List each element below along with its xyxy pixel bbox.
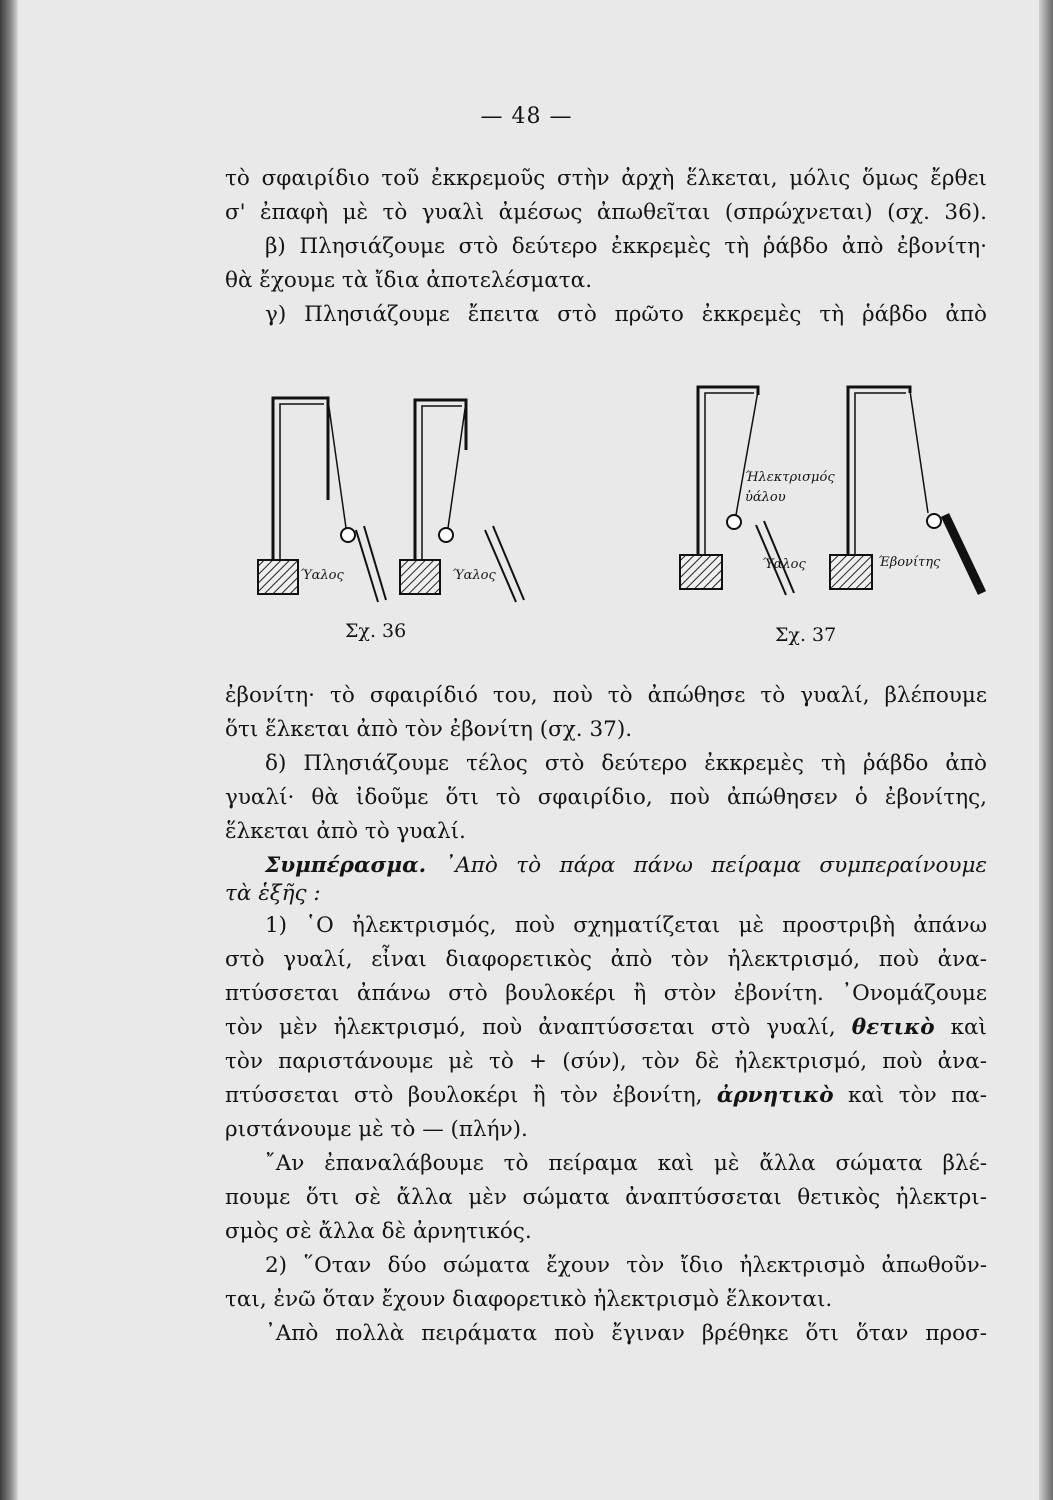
fig36-label-glass-1: Ύαλος — [300, 568, 344, 583]
text-line: δ) Πλησιάζουμε τέλος στὸ δεύτερο ἐκκρεμὲς τὴ ῥάβδο ἀπὸ — [265, 751, 987, 776]
term-positive: θετικὸ — [851, 1015, 935, 1040]
figure-36-caption: Σχ. 36 — [345, 620, 407, 642]
text-line: β) Πλησιάζουμε στὸ δεύτερο ἐκκρεμὲς τὴ ῥάβδο ἀπὸ ἐβονίτη· — [265, 234, 987, 259]
text-segment: καὶ — [950, 1015, 987, 1040]
text-line: ὅτι ἕλκεται ἀπὸ τὸν ἐβονίτη (σχ. 37). — [225, 717, 633, 742]
text-line: πουμε ὅτι σὲ ἄλλα μὲν σώματα ἀναπτύσσεται θετικὸς ἠλεκτρι- — [225, 1185, 987, 1210]
fig37-label-charge: Ήλεκτρισμός — [745, 470, 835, 485]
text-line: ται, ἐνῶ ὅταν ἔχουν διαφορετικὸ ἠλεκτρισμὸ ἕλκονται. — [225, 1287, 833, 1312]
text-line: ῎Αν ἐπαναλάβουμε τὸ πείραμα καὶ μὲ ἄλλα σώματα βλέ- — [265, 1151, 987, 1176]
page-number: — 48 — — [480, 104, 573, 129]
text-segment: πτύσσεται στὸ βουλοκέρι ἢ τὸν ἐβονίτη, — [225, 1083, 703, 1108]
text-line: ριστάνουμε μὲ τὸ — (πλήν). — [225, 1117, 528, 1142]
text-segment: τὸν μὲν ἠλεκτρισμό, ποὺ ἀναπτύσσεται στὸ γυαλί, — [225, 1015, 836, 1040]
text-segment: καὶ τὸν πα- — [847, 1083, 987, 1108]
page-edge-right — [1039, 0, 1053, 1500]
fig37-label-ebonite: Έβονίτης — [878, 555, 941, 570]
figure-37-caption: Σχ. 37 — [775, 624, 837, 646]
fig37-label-charge-2: ὑάλου — [745, 490, 786, 505]
text-line: στὸ γυαλί, εἶναι διαφορετικὸς ἀπὸ τὸν ἠλεκτρισμό, ποὺ ἀνα- — [225, 947, 987, 972]
text-line: γυαλί· θὰ ἰδοῦμε ὅτι τὸ σφαιρίδιο, ποὺ ἀπώθησεν ὁ ἐβονίτης, — [225, 785, 987, 810]
text-line: πτύσσεται ἀπάνω στὸ βουλοκέρι ἢ στὸν ἐβονίτη. ᾿Ονομάζουμε — [225, 981, 987, 1006]
conclusion-line — [265, 853, 987, 878]
text-line: θὰ ἔχουμε τὰ ἴδια ἀποτελέσματα. — [225, 268, 593, 293]
text-line: ἐβονίτη· τὸ σφαιρίδιό του, ποὺ τὸ ἀπώθησε τὸ γυαλί, βλέπουμε — [225, 683, 987, 708]
conclusion-heading: Συμπέρασμα. — [265, 853, 427, 878]
text-line: ἕλκεται ἀπὸ τὸ γυαλί. — [225, 819, 466, 844]
text-line: 2) ῞Οταν δύο σώματα ἔχουν τὸν ἴδιο ἠλεκτρισμὸ ἀπωθοῦν- — [265, 1253, 987, 1278]
text-line: τὰ ἑξῆς : — [225, 881, 321, 906]
term-negative: ἀρνητικὸ — [716, 1083, 834, 1108]
text-line: σ' ἐπαφὴ μὲ τὸ γυαλὶ ἀμέσως ἀπωθεῖται (σπρώχνεται) (σχ. 36). — [225, 200, 987, 225]
text-line-positive — [225, 1015, 987, 1040]
text-line: 1) ῾Ο ἠλεκτρισμός, ποὺ σχηματίζεται μὲ προστριβὴ ἀπάνω — [265, 913, 987, 938]
text-line-negative — [225, 1083, 987, 1108]
text-line: σμὸς σὲ ἄλλα δὲ ἀρνητικός. — [225, 1219, 532, 1244]
text-line: τὸν παριστάνουμε μὲ τὸ + (σύν), τὸν δὲ ἠλεκτρισμό, ποὺ ἀνα- — [225, 1049, 987, 1074]
fig36-label-glass-2: Ύαλος — [452, 568, 496, 583]
text-line: τὸ σφαιρίδιο τοῦ ἐκκρεμοῦς στὴν ἀρχὴ ἕλκεται, μόλις ὅμως ἔρθει — [225, 166, 987, 191]
text-line: ᾿Απὸ πολλὰ πειράματα ποὺ ἔγιναν βρέθηκε ὅτι ὅταν προσ- — [265, 1321, 987, 1346]
fig37-label-glass: Ύαλος — [762, 557, 806, 572]
page-edge-shadow — [0, 0, 18, 1500]
conclusion-intro: ᾿Απὸ τὸ πάρα πάνω πείραμα συμπεραίνουμε — [444, 853, 987, 878]
text-line: γ) Πλησιάζουμε ἔπειτα στὸ πρῶτο ἐκκρεμὲς τὴ ῥάβδο ἀπὸ — [265, 302, 987, 327]
figure-37 — [670, 375, 990, 610]
